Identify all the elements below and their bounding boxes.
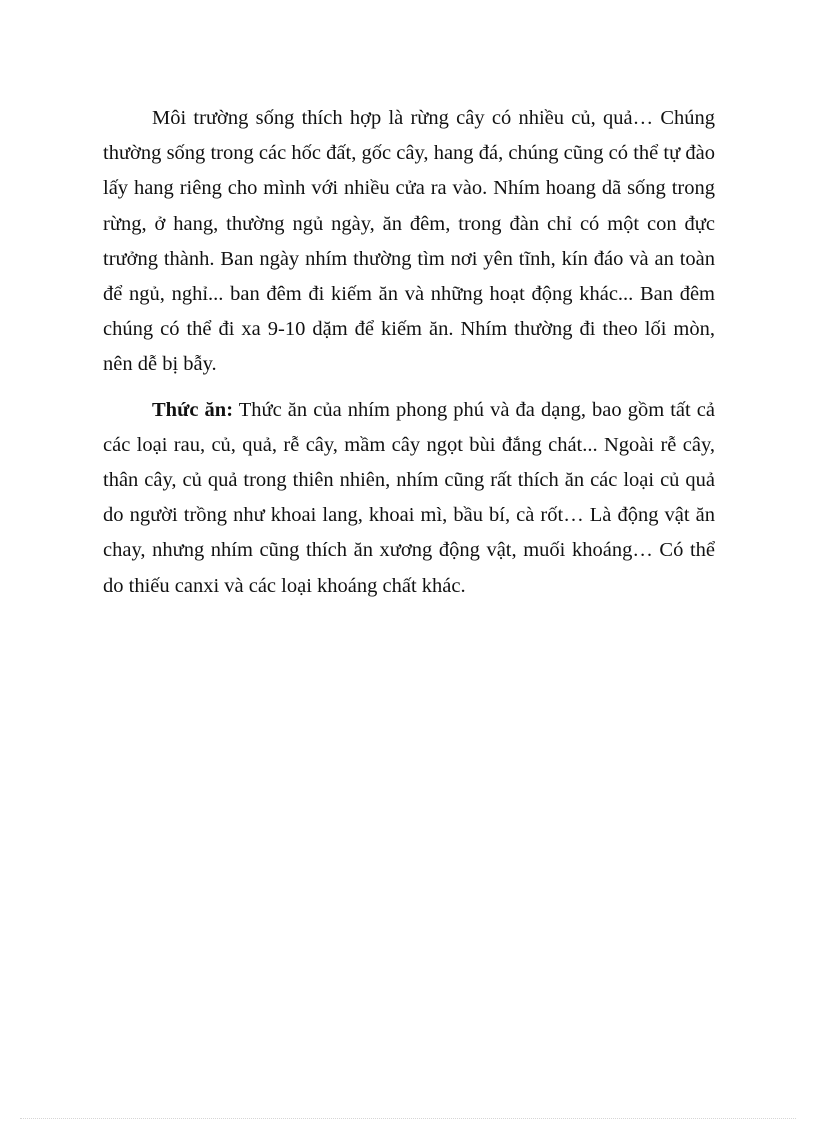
paragraph-habitat-text: Môi trường sống thích hợp là rừng cây có nhiều củ, quả… Chúng thường sống trong các hốc đất, gốc cây, hang đá, chúng cũng có thể tự đào lấy hang riêng cho mình với nhiều cửa ra vào. Nhím hoang dã sống trong rừng, ở hang, thường ngủ ngày, ăn đêm, trong đàn chỉ có một con đực trưởng thành. Ban ngày nhím thường tìm nơi yên tĩnh, kín đáo và an toàn để ngủ, nghỉ... ban đêm đi kiếm ăn và những hoạt động khác... Ban đêm chúng có thể đi xa 9-10 dặm để kiếm ăn. Nhím thường đi theo lối mòn, nên dễ bị bẫy. — [103, 107, 715, 376]
paragraph-food-text: Thức ăn của nhím phong phú và đa dạng, bao gồm tất cả các loại rau, củ, quả, rễ cây, mầm cây ngọt bùi đắng chát... Ngoài rễ cây, thân cây, củ quả trong thiên nhiên, nhím cũng rất thích ăn các loại củ quả do người trồng như khoai lang, khoai mì, bầu bí, cà rốt… Là động vật ăn chay, nhưng nhím cũng thích ăn xương động vật, muối khoáng… Có thể do thiếu canxi và các loại khoáng chất khác. — [103, 398, 715, 597]
paragraph-food — [103, 393, 715, 604]
paragraph-habitat — [103, 101, 715, 383]
page-bottom-divider — [20, 1118, 796, 1119]
document-body — [103, 101, 715, 604]
paragraph-food-lead: Thức ăn: — [152, 398, 234, 421]
